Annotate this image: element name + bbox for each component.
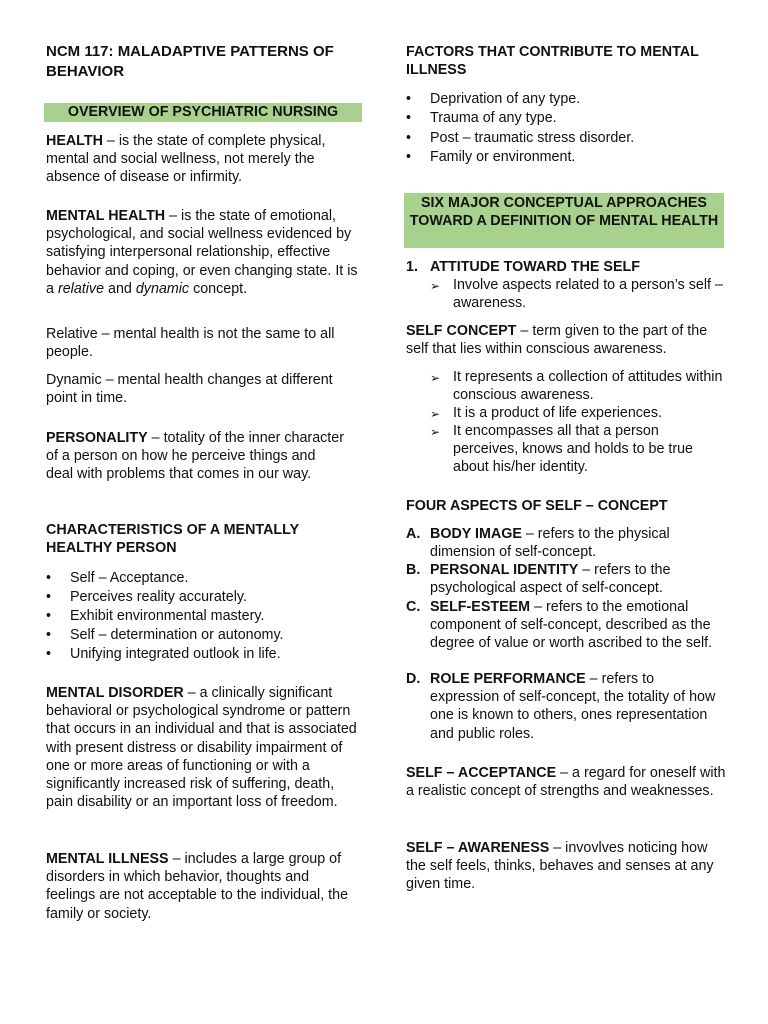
bullet-icon: •: [406, 91, 412, 107]
arrow-bullet-icon: ➢: [430, 425, 441, 439]
list-item: It is a product of life experiences.: [453, 405, 663, 421]
bullet-icon: •: [406, 149, 412, 165]
list-item: It encompasses all that a person perceives, knows and holds to be true about his/her identity.: [453, 423, 694, 476]
bullet-icon: •: [46, 570, 52, 586]
mental-disorder-text: – a clinically significant behavioral or psychological syndrome or pattern that occurs in an individual and that is associated with present distress or disability impairment of one or more areas of functioning or with a significantly increased risk of suffering, death, pain disability or an important loss of freedom.: [46, 685, 357, 811]
mental-disorder-definition: [46, 684, 364, 811]
aspect-text: – refers to the physical dimension of self-concept.: [430, 526, 670, 561]
relative-line: Relative – mental health is not the same to all people.: [46, 326, 335, 361]
bullet-icon: •: [46, 627, 52, 643]
arrow-bullet-icon: ➢: [430, 279, 441, 293]
bullet-icon: •: [46, 608, 52, 624]
mental-health-text: – is the state of emotional, psychological, and social wellness evidenced by satisfying interpersonal relationship, effective behavior and coping, or even changing state. It is a: [46, 208, 358, 297]
self-awareness-text: – invovlves noticing how the self feels, thinks, behaves and senses at any given time.: [406, 840, 714, 893]
aspect-letter: C.: [406, 599, 421, 615]
self-acceptance-text: – a regard for oneself with a realistic concept of strengths and weaknesses.: [406, 765, 726, 800]
arrow-bullet-icon: ➢: [430, 371, 441, 385]
mental-health-term: MENTAL HEALTH: [46, 208, 166, 224]
aspect-letter: A.: [406, 526, 421, 542]
self-awareness-term: SELF – AWARENESS: [406, 840, 550, 856]
document-title: NCM 117: MALADAPTIVE PATTERNS OF BEHAVIOR: [46, 43, 334, 80]
section-band-approaches: SIX MAJOR CONCEPTUAL APPROACHES TOWARD A DEFINITION OF MENTAL HEALTH: [404, 193, 724, 248]
aspect-letter: B.: [406, 562, 421, 578]
self-concept-definition: [406, 322, 726, 358]
aspect-term: PERSONAL IDENTITY: [430, 562, 579, 578]
self-awareness-definition: [406, 839, 716, 894]
aspect-text: – refers to expression of self-concept, the totality of how one is known to others, ones representation and public roles.: [430, 671, 716, 742]
aspect-text: – refers to the psychological aspect of self-concept.: [430, 562, 671, 597]
aspect-letter: D.: [406, 671, 421, 687]
list-item: It represents a collection of attitudes within conscious awareness.: [453, 369, 723, 404]
concept-word: concept.: [189, 280, 248, 297]
aspect-text: – refers to the emotional component of self-concept, described as the degree of value or worth ascribed to the self.: [430, 599, 713, 652]
bullet-icon: •: [46, 646, 52, 662]
relative-word: relative: [57, 280, 105, 297]
four-aspects-heading: FOUR ASPECTS OF SELF – CONCEPT: [406, 498, 668, 514]
approach-number: 1.: [406, 259, 418, 275]
personality-definition: [46, 429, 346, 484]
section-band-overview: OVERVIEW OF PSYCHIATRIC NURSING: [44, 103, 362, 122]
aspect-term: BODY IMAGE: [430, 526, 522, 542]
bullet-icon: •: [46, 589, 52, 605]
mental-illness-text: – includes a large group of disorders in which behavior, thoughts and feelings are not acceptable to the individual, the family or society.: [46, 851, 349, 922]
personality-text: – totality of the inner character of a person on how he perceive things and deal with problems that comes in our way.: [46, 430, 344, 483]
aspect-term: SELF-ESTEEM: [430, 599, 531, 615]
bullet-icon: •: [406, 110, 412, 126]
health-text: – is the state of complete physical, mental and social wellness, not merely the absence of disease or infirmity.: [46, 133, 326, 186]
health-term: HEALTH: [46, 133, 103, 149]
aspect-term: ROLE PERFORMANCE: [430, 671, 586, 687]
self-concept-text: – term given to the part of the self that lies within conscious awareness.: [406, 323, 708, 358]
health-definition: [46, 132, 364, 187]
approach-title: ATTITUDE TOWARD THE SELF: [430, 259, 640, 275]
mental-disorder-term: MENTAL DISORDER: [46, 685, 184, 701]
dynamic-line: Dynamic – mental health changes at different point in time.: [46, 372, 333, 407]
bullet-icon: •: [406, 130, 412, 146]
mental-illness-term: MENTAL ILLNESS: [46, 851, 169, 867]
mental-illness-definition: [46, 850, 356, 923]
self-acceptance-term: SELF – ACCEPTANCE: [406, 765, 557, 781]
and-word: and: [104, 280, 136, 297]
personality-term: PERSONALITY: [46, 430, 148, 446]
approach-subpoint: Involve aspects related to a person’s self – awareness.: [453, 277, 723, 312]
self-acceptance-definition: [406, 764, 726, 800]
self-concept-term: SELF CONCEPT: [406, 323, 517, 339]
mental-health-definition: [46, 207, 364, 298]
arrow-bullet-icon: ➢: [430, 407, 441, 421]
factors-heading: FACTORS THAT CONTRIBUTE TO MENTAL ILLNESS: [406, 44, 699, 79]
characteristics-heading: CHARACTERISTICS OF A MENTALLY HEALTHY PERSON: [46, 522, 299, 557]
dynamic-word: dynamic: [135, 280, 190, 297]
